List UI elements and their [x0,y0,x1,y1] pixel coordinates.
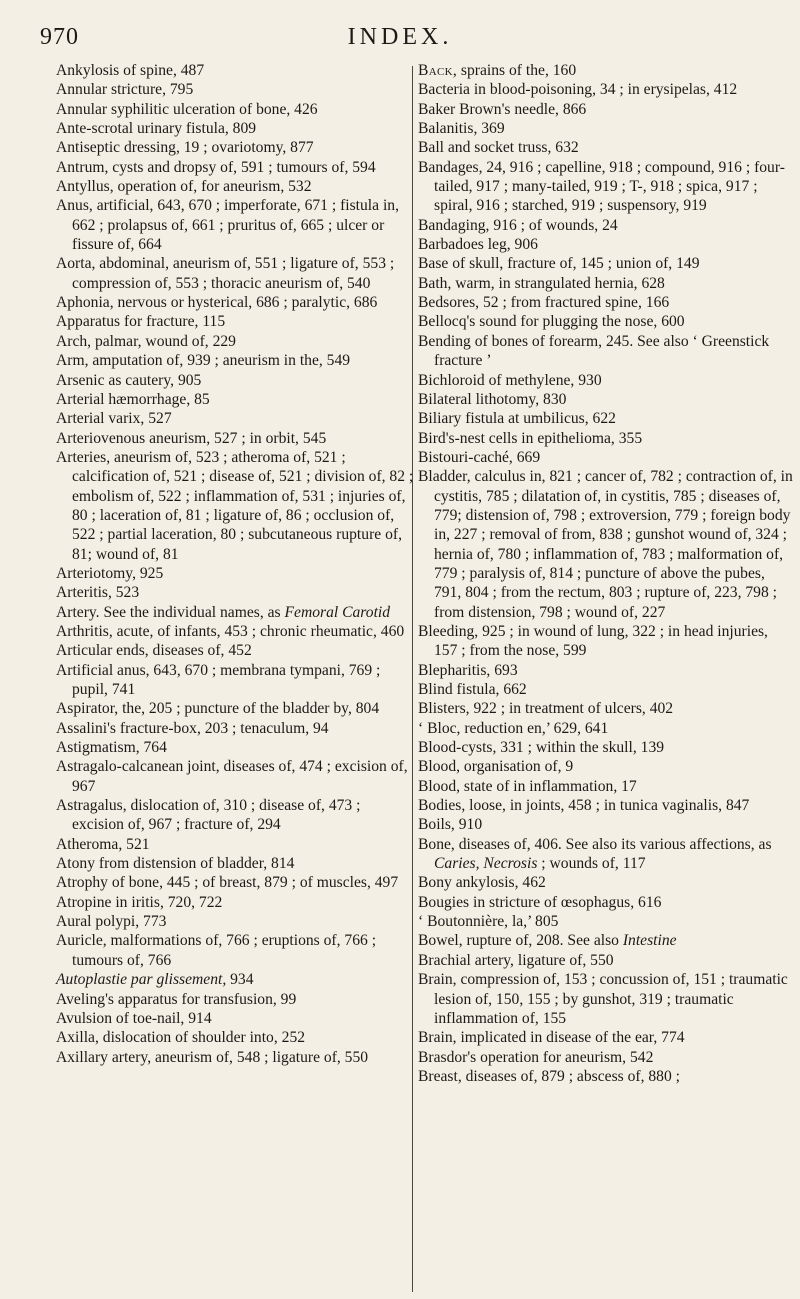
index-entry [418,912,794,931]
entry-text-italic: Intestine [622,932,677,950]
entry-text: Artificial anus, 643, 670 ; membrana tympani, 769 ; pupil, 741 [56,661,381,698]
entry-text: Annular stricture, 795 [56,81,194,99]
entry-text: Bony ankylosis, 462 [418,874,546,892]
index-entry [56,719,416,738]
entry-text: Avulsion of toe-nail, 914 [56,1009,212,1027]
index-entry [56,990,416,1009]
index-entry [56,429,416,448]
entry-text: Barbadoes leg, 906 [418,236,538,254]
entry-text: ; wounds of, 117 [537,855,646,873]
entry-text: Base of skull, fracture of, 145 ; union of, 149 [418,255,700,273]
index-entry [418,1048,794,1067]
entry-text: Articular ends, diseases of, 452 [56,642,252,660]
index-entry [56,757,416,796]
entry-text: Antiseptic dressing, 19 ; ovariotomy, 877 [56,139,314,157]
entry-text: Ankylosis of spine, 487 [56,62,205,79]
entry-text: Bistouri-caché, 669 [418,448,541,466]
entry-text: Arteriovenous aneurism, 527 ; in orbit, 545 [56,429,327,447]
index-entry [418,274,794,293]
index-entry [56,312,416,331]
entry-text: Brain, compression of, 153 ; concussion of, 151 ; traumatic lesion of, 150, 155 ; by gunshot, 319 ; traumatic inflammation of, 155 [418,971,788,1027]
entry-text: Bacteria in blood-poisoning, 34 ; in erysipelas, 412 [418,81,738,99]
index-entry [418,61,794,80]
entry-text: Aural polypi, 773 [56,913,167,931]
index-entry [56,564,416,583]
entry-text: Bandaging, 916 ; of wounds, 24 [418,216,618,234]
entry-text: Arthritis, acute, of infants, 453 ; chronic rheumatic, 460 [56,622,405,640]
index-entry [418,429,794,448]
index-entry [418,390,794,409]
index-entry [56,738,416,757]
index-entry [418,970,794,1028]
entry-text: Brachial artery, ligature of, 550 [418,951,614,969]
entry-text: Bird's-nest cells in epithelioma, 355 [418,429,643,447]
index-entry [418,680,794,699]
index-entry [56,835,416,854]
index-entry [56,873,416,892]
index-entry [418,158,794,216]
entry-text: Ante-scrotal urinary fistula, 809 [56,120,257,138]
index-entry [418,467,794,622]
entry-text: Aspirator, the, 205 ; puncture of the bladder by, 804 [56,700,380,718]
entry-text: Blood, state of in inflammation, 17 [418,777,637,795]
index-entry [418,312,794,331]
entry-text: Bellocq's sound for plugging the nose, 600 [418,313,685,331]
entry-text: Arteritis, 523 [56,584,140,602]
entry-text: Brasdor's operation for aneurism, 542 [418,1048,654,1066]
entry-text: Arteriotomy, 925 [56,564,164,582]
page-number: 970 [40,24,79,50]
entry-text: Arterial varix, 527 [56,410,172,428]
index-entry [56,80,416,99]
entry-text: Aveling's apparatus for transfusion, 99 [56,990,297,1008]
entry-text: Atony from distension of bladder, 814 [56,855,295,873]
index-entry [56,583,416,602]
entry-text: Arsenic as cautery, 905 [56,371,202,389]
index-entry [418,777,794,796]
entry-text: Breast, diseases of, 879 ; abscess of, 880 ; [418,1067,681,1085]
index-entry [56,409,416,428]
index-entry [56,100,416,119]
entry-text: Atheroma, 521 [56,835,150,853]
index-entry [418,719,794,738]
entry-text: Bending of bones of forearm, 245. See also ‘ Greenstick fracture ’ [418,332,770,370]
index-entry [418,815,794,834]
entry-text: Arteries, aneurism of, 523 ; atheroma of, 521 ; calcification of, 521 ; disease of, 521 ; division of, 82 ; embolism of, 522 ; inflammation of, 531 ; injuries of, 80 ; laceration of, 81 ; ligature of, 86 ; occlusion of, 522 ; partial laceration, 80 ; subcutaneous rupture of, 81; wound of, 81 [56,448,414,563]
index-entry [56,61,416,80]
entry-text: Anus, artificial, 643, 670 ; imperforate, 671 ; fistula in, 662 ; prolapsus of, 661 ; pruritus of, 665 ; ulcer or fissure of, 664 [56,197,399,254]
entry-text: Baker Brown's needle, 866 [418,100,587,118]
index-entry [56,1028,416,1047]
entry-text: Biliary fistula at umbilicus, 622 [418,410,616,428]
entry-text: Axillary artery, aneurism of, 548 ; ligature of, 550 [56,1048,369,1066]
entry-text: Blepharitis, 693 [418,661,518,679]
index-entry [418,235,794,254]
index-entry [418,1028,794,1047]
entry-text: Bodies, loose, in joints, 458 ; in tunica vaginalis, 847 [418,797,750,815]
index-entry [418,216,794,235]
index-column-left [56,61,416,1067]
entry-text: Atrophy of bone, 445 ; of breast, 879 ; of muscles, 497 [56,874,399,892]
index-entry [418,1067,794,1086]
entry-text: Bandages, 24, 916 ; capelline, 918 ; compound, 916 ; four-tailed, 917 ; many-tailed, 919 ; T-, 918 ; spica, 917 ; spiral, 916 ; starched, 919 ; suspensory, 919 [418,158,785,215]
index-entry [56,254,416,293]
entry-text: Arch, palmar, wound of, 229 [56,332,236,350]
entry-text: Antyllus, operation of, for aneurism, 532 [56,178,312,196]
index-entry [56,138,416,157]
entry-text: Artery. See the individual names, as [56,603,285,621]
entry-text: Blood-cysts, 331 ; within the skull, 139 [418,739,665,757]
entry-text: Bilateral lithotomy, 830 [418,390,567,408]
index-entry [418,409,794,428]
index-entry [418,738,794,757]
entry-text-smallcaps: Back, [418,62,458,79]
index-entry [418,661,794,680]
entry-text: Antrum, cysts and dropsy of, 591 ; tumours of, 594 [56,158,376,176]
entry-text: ‘ Boutonnière, la,’ 805 [418,913,559,931]
index-entry [56,448,416,564]
entry-text: Balanitis, 369 [418,120,505,138]
index-entry [418,332,794,371]
index-entry [56,622,416,641]
index-entry [418,951,794,970]
index-entry [56,1009,416,1028]
index-entry [56,603,416,622]
entry-text: Blood, organisation of, 9 [418,758,574,776]
entry-text: Bowel, rupture of, 208. See also [418,932,623,950]
index-entry [418,293,794,312]
entry-text: Aorta, abdominal, aneurism of, 551 ; ligature of, 553 ; compression of, 553 ; thoracic aneurism of, 540 [56,255,395,292]
entry-text: Astragalus, dislocation of, 310 ; disease of, 473 ; excision of, 967 ; fracture of, 294 [56,797,361,834]
index-entry [56,661,416,700]
entry-text: Bone, diseases of, 406. See also its various affections, as [418,835,772,853]
index-entry [418,893,794,912]
entry-text: Atropine in iritis, 720, 722 [56,893,223,911]
index-entry [56,912,416,931]
entry-text: Assalini's fracture-box, 203 ; tenaculum, 94 [56,719,329,737]
entry-text: Axilla, dislocation of shoulder into, 252 [56,1029,306,1047]
entry-text: Blisters, 922 ; in treatment of ulcers, 402 [418,700,674,718]
entry-text-italic: Autoplastie par glissement, [56,971,227,989]
index-entry [56,351,416,370]
entry-text: Apparatus for fracture, 115 [56,313,226,331]
entry-text: Brain, implicated in disease of the ear, 774 [418,1029,685,1047]
index-entry [56,293,416,312]
index-entry [418,757,794,776]
entry-text: Bichloroid of methylene, 930 [418,371,602,389]
entry-text: Aphonia, nervous or hysterical, 686 ; paralytic, 686 [56,294,378,312]
index-entry [56,699,416,718]
column-divider [412,66,413,1292]
index-entry [56,158,416,177]
index-entry [56,641,416,660]
entry-text: Arterial hæmorrhage, 85 [56,390,210,408]
index-entry [418,448,794,467]
entry-text: Bleeding, 925 ; in wound of lung, 322 ; in head injuries, 157 ; from the nose, 599 [418,622,768,660]
entry-text: Annular syphilitic ulceration of bone, 426 [56,100,318,118]
index-entry [56,177,416,196]
index-entry [418,371,794,390]
index-entry [56,854,416,873]
index-entry [56,390,416,409]
index-entry [56,119,416,138]
entry-text: Astigmatism, 764 [56,739,167,757]
entry-text: 934 [226,971,254,989]
index-entry [418,931,794,950]
index-entry [56,796,416,835]
index-entry [56,196,416,254]
index-entry [56,931,416,970]
entry-text: Astragalo-calcanean joint, diseases of, 474 ; excision of, 967 [56,758,408,795]
entry-text: Ball and socket truss, 632 [418,139,579,157]
entry-text: Bladder, calculus in, 821 ; cancer of, 782 ; contraction of, in cystitis, 785 ; dilatation of, in cystitis, 785 ; diseases of, 779; distension of, 798 ; extroversion, 779 ; foreign body in, 227 ; removal of from, 838 ; gunshot wound of, 324 ; hernia of, 780 ; inflammation of, 783 ; malformation of, 779 ; paralysis of, 814 ; puncture of above the pubes, 791, 804 ; from the rectum, 803 ; rupture of, 223, 798 ; from distension, 798 ; wound of, 227 [418,468,793,621]
index-entry [56,893,416,912]
page-title: INDEX. [347,24,453,50]
index-entry [418,254,794,273]
index-entry [418,138,794,157]
index-entry [418,622,794,661]
entry-text: Bath, warm, in strangulated hernia, 628 [418,274,665,292]
page-header [0,14,800,50]
index-entry [418,873,794,892]
index-entry [418,796,794,815]
entry-text-italic: Caries, Necrosis [434,855,538,873]
index-entry [56,332,416,351]
entry-text: Arm, amputation of, 939 ; aneurism in the, 549 [56,352,351,370]
index-entry [56,1048,416,1067]
entry-text: Bedsores, 52 ; from fractured spine, 166 [418,294,670,312]
entry-text: sprains of the, 160 [457,62,577,79]
index-entry [418,80,794,99]
index-column-right [418,61,794,1086]
index-entry [418,699,794,718]
index-entry [418,119,794,138]
entry-text: Boils, 910 [418,816,483,834]
entry-text: Auricle, malformations of, 766 ; eruptions of, 766 ; tumours of, 766 [56,932,377,969]
entry-text: Bougies in stricture of œsophagus, 616 [418,893,662,911]
entry-text: ‘ Bloc, reduction en,’ 629, 641 [418,719,609,737]
index-entry [56,371,416,390]
entry-text-italic: Femoral Carotid [284,603,391,621]
index-entry [418,835,794,874]
index-entry [56,970,416,989]
entry-text: Blind fistula, 662 [418,681,527,698]
index-entry [418,100,794,119]
